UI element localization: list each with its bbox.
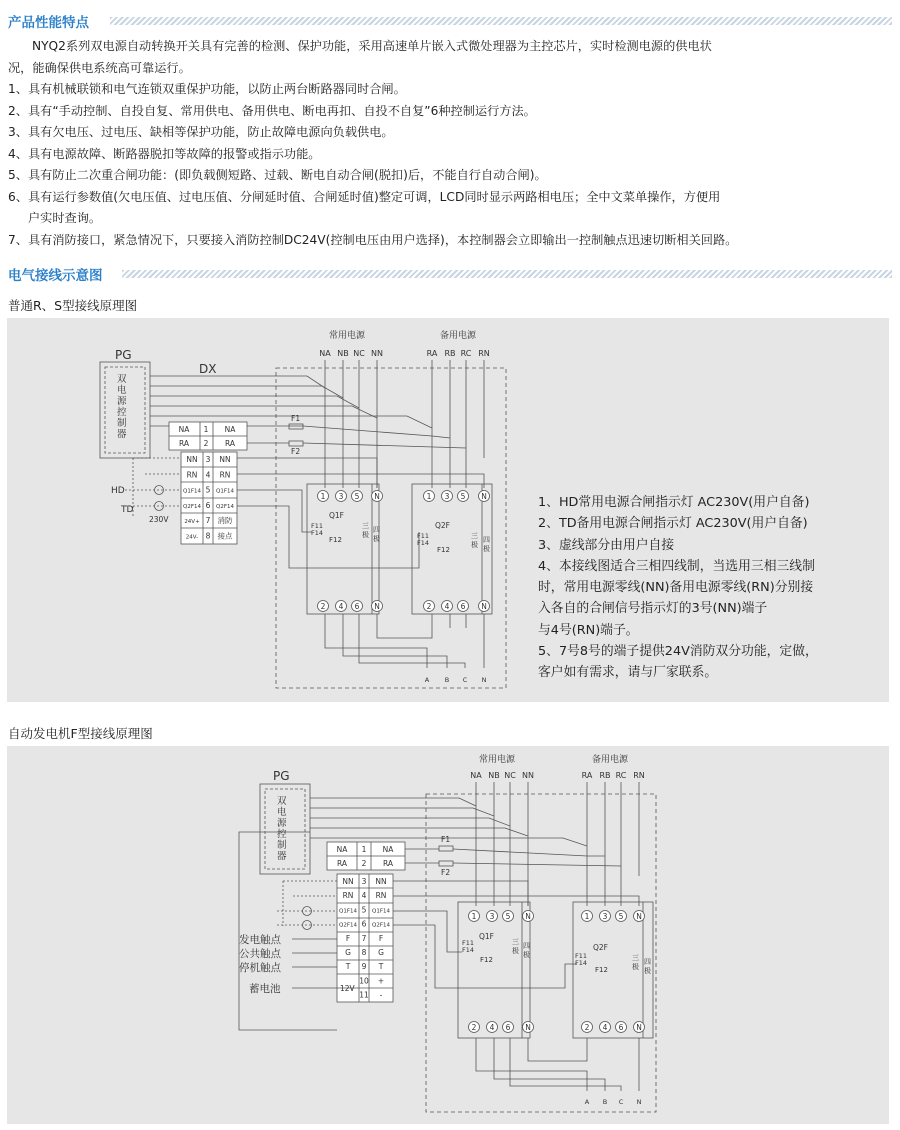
output-label: B [602,1098,608,1106]
diagram1-pole3: 三 [471,532,478,540]
terminal-right-label: F [378,933,384,943]
terminal-circle-label: N [374,491,380,501]
terminal-right-label: NA [224,425,236,434]
standby-phase-label: RB [444,349,456,358]
terminal-number: 7 [205,516,211,526]
section-divider [110,17,892,25]
terminal-circle-label: 5 [354,491,360,501]
label-stop-contact: 停机触点 [239,962,281,974]
feature-item: 2、具有“手动控制、自投自复、常用供电、备用供电、断电再扣、自投不自复”6种控制运行方法。 [8,103,536,118]
intro-line-2: 况，能确保供电系统高可靠运行。 [8,60,191,75]
terminal-left-label: NA [178,425,190,434]
diagram1-notes [538,492,818,684]
features-text [8,36,894,251]
terminal-left-label: Q2F14 [339,922,357,929]
terminal-circle-label: N [525,1022,531,1032]
note-item: 4、本接线图适合三相四线制，当选用三相三线制 [538,558,815,574]
terminal-number: 8 [205,531,211,541]
diagram2-f11-label: F11 [575,952,588,960]
terminal-left-label: Q2F14 [183,503,201,510]
diagram1-f11-label: F11 [417,532,430,540]
terminal-circle-label: N [636,911,642,921]
diagram1-breaker-q2f: Q2F [435,521,450,530]
terminal-circle-label: N [374,601,380,611]
diagram2-fuse-f2: F2 [441,868,451,877]
section-divider [122,270,892,278]
diagram2-svg [7,746,889,1124]
standby-phase-label: RA [426,349,438,358]
terminal-right-label: + [377,976,385,986]
terminal-left-label: RA [178,439,190,448]
terminal-circle-label: N [481,601,487,611]
note-item: 与4号(RN)端子。 [538,622,639,638]
standby-phase-label: RC [615,771,627,780]
diagram1-voltage-label: 230V [149,515,169,524]
terminal-circle-label: 3 [338,491,344,501]
diagram1-f12-label: F12 [437,546,450,554]
diagram1-td-label: TD [121,505,134,515]
terminal-circle-label: N [636,1022,642,1032]
note-item: 客户如有需求，请与厂家联系。 [538,665,718,681]
terminal-number: 2 [361,859,367,868]
note-item: 5、7号8号的端子提供24V消防双分功能，定做， [538,644,818,660]
diagram2-pole3: 极 [512,947,519,955]
terminal-right-label: T [378,962,384,972]
diagram2-pole4: 四 [644,958,651,966]
terminal-right-label: 消防 [217,516,233,526]
standby-phase-label: RB [599,771,611,780]
battery-voltage: 12V [340,984,355,993]
terminal-number: 1 [203,425,209,434]
diagram2-pole4: 四 [523,942,530,950]
diagram1-f14-label: F14 [311,529,324,537]
terminal-number: 10 [359,976,369,986]
terminal-right-label: Q2F14 [216,503,234,510]
terminal-right-label: RA [382,859,394,868]
diagram2-pole3: 三 [632,954,639,962]
terminal-circle-label: 1 [471,911,477,921]
terminal-circle-label: N [481,491,487,501]
terminal-right-label: NN [219,455,231,464]
diagram1-pole3: 三 [362,522,369,530]
terminal-right-label: RN [375,891,387,901]
terminal-number: 5 [205,485,211,495]
controller-char: 制 [117,418,127,429]
terminal-number: 2 [203,439,209,448]
diagram2-breaker-q2f: Q2F [593,943,608,952]
diagram2-f12-label: F12 [480,956,493,964]
note-item: 入各自的合闸信号指示灯的3号(NN)端子 [538,601,768,617]
terminal-number: 5 [361,905,367,915]
terminal-number: 3 [361,877,367,886]
diagram1-fuse-f1: F1 [291,414,301,423]
terminal-left-label: 24V+ [184,519,200,526]
terminal-circle-label: 4 [338,601,344,611]
terminal-circle-label: 5 [460,491,466,501]
controller-char: 双 [117,374,127,385]
label-gen-contact: 发电触点 [239,934,281,946]
standby-phase-label: RA [581,771,593,780]
feature-item: 7、具有消防接口，紧急情况下，只要接入消防控制DC24V(控制电压由用户选择)，本控制器会立即输出一控制触点迅速切断相关回路。 [8,232,738,247]
output-label: A [584,1098,590,1106]
intro-line-1: NYQ2系列双电源自动转换开关具有完善的检测、保护功能，采用高速单片嵌入式微处理器为主控芯片，实时检测电源的供电状 [32,39,712,53]
section-header-wiring [8,263,103,285]
note-item: 2、TD备用电源合闸指示灯 AC230V(用户自备) [538,516,808,532]
controller-char: 源 [277,818,287,829]
diagram2-f11-label: F11 [462,939,475,947]
terminal-circle-label: 3 [444,491,450,501]
terminal-circle-label: 5 [505,911,511,921]
feature-item: 3、具有欠电压、过电压、缺相等保护功能，防止故障电源向负载供电。 [8,125,394,139]
terminal-circle-label: N [525,911,531,921]
terminal-number: 6 [205,500,211,510]
output-label: C [462,676,468,684]
terminal-circle-label: 6 [618,1022,624,1032]
terminal-circle-label: 3 [602,911,608,921]
output-label: A [424,676,430,684]
terminal-circle-label: 5 [618,911,624,921]
common-phase-label: NB [337,349,349,358]
diagram1-fuse-f2: F2 [291,447,301,456]
standby-phase-label: RN [633,771,645,780]
diagram1-caption: 普通R、S型接线原理图 [8,298,138,313]
terminal-left-label: Q1F14 [339,908,357,915]
diagram2-f12-label: F12 [595,966,608,974]
diagram1-standby-source-label: 备用电源 [440,331,477,341]
note-item: 时，常用电源零线(NN)备用电源零线(RN)分别接 [538,580,814,596]
controller-char: 制 [277,840,287,851]
terminal-circle-label: 6 [354,601,360,611]
terminal-number: 4 [205,470,211,480]
controller-char: 双 [277,796,287,807]
terminal-left-label: T [345,962,351,972]
standby-phase-label: RC [460,349,472,358]
terminal-right-label: G [378,948,384,957]
terminal-circle-label: 1 [426,491,432,501]
terminal-circle-label: 1 [584,911,590,921]
terminal-number: 9 [361,962,367,972]
controller-char: 控 [117,407,127,418]
controller-char: 源 [117,396,127,407]
terminal-circle-label: 2 [471,1022,477,1032]
controller-char: 器 [277,851,287,862]
terminal-right-label: 接点 [217,531,233,541]
feature-item: 5、具有防止二次重合闸功能：(即负载侧短路、过载、断电自动合闸(脱扣)后，不能自行自动合闸)。 [8,168,547,182]
diagram1-f11-label: F11 [311,522,324,530]
terminal-left-label: 24V- [185,534,199,541]
diagram1-pole4: 极 [373,535,380,543]
feature-item-continued: 户实时查询。 [28,211,102,225]
controller-char: 控 [277,829,287,840]
terminal-number: 8 [361,948,367,957]
terminal-left-label: NN [186,455,198,464]
feature-item: 6、具有运行参数值(欠电压值、过电压值、分闸延时值、合闸延时值)整定可调，LCD同时显示两路相电压；全中文菜单操作，方便用 [8,189,721,204]
terminal-right-label: NN [375,877,387,886]
terminal-left-label: RN [342,891,354,901]
terminal-number: 6 [361,919,367,929]
terminal-left-label: NA [336,845,348,854]
diagram2-pole4: 极 [523,951,530,959]
terminal-number: 1 [361,845,367,854]
terminal-circle-label: 2 [426,601,432,611]
common-phase-label: NC [504,771,516,780]
diagram1-dx-label: DX [199,362,217,376]
diagram2-standby-source-label: 备用电源 [592,755,629,765]
common-phase-label: NC [353,349,365,358]
standby-phase-label: RN [478,349,490,358]
diagram1-pole4: 四 [373,526,380,534]
output-label: B [444,676,450,684]
diagram1-pole4: 四 [483,536,490,544]
note-item: 1、HD常用电源合闸指示灯 AC230V(用户自备) [538,495,810,510]
diagram2-panel [7,746,889,1124]
terminal-right-label: NA [382,845,394,854]
diagram1-f14-label: F14 [417,539,430,547]
terminal-right-label: RN [219,470,231,480]
terminal-right-label: Q1F14 [216,488,234,495]
terminal-circle-label: 6 [460,601,466,611]
terminal-left-label: NN [342,877,354,886]
terminal-circle-label: 6 [505,1022,511,1032]
diagram2-fuse-f1: F1 [441,835,451,844]
diagram2-pg-label: PG [273,769,290,783]
diagram2-pole4: 极 [644,967,651,975]
terminal-number: 7 [361,933,367,943]
feature-item: 4、具有电源故障、断路器脱扣等故障的报警或指示功能。 [8,146,321,161]
output-label: C [618,1098,624,1106]
section-title-wiring: 电气接线示意图 [8,268,103,284]
diagram1-generated-marks [117,349,490,684]
controller-char: 电 [117,385,127,396]
controller-char: 电 [277,807,287,818]
terminal-left-label: G [345,948,351,957]
section-title-features: 产品性能特点 [8,15,89,31]
terminal-left-label: RA [336,859,348,868]
terminal-right-label: RA [224,439,236,448]
terminal-left-label: Q1F14 [183,488,201,495]
feature-item: 1、具有机械联锁和电气连锁双重保护功能，以防止两台断路器同时合闸。 [8,82,406,96]
terminal-circle-label: 3 [489,911,495,921]
terminal-right-label: Q2F14 [372,922,390,929]
diagram1-common-source-label: 常用电源 [329,331,366,341]
diagram2-caption: 自动发电机F型接线原理图 [8,726,153,741]
terminal-circle-label: 2 [320,601,326,611]
terminal-circle-label: 4 [444,601,450,611]
common-phase-label: NA [470,771,482,780]
terminal-circle-label: 1 [320,491,326,501]
diagram1-pg-label: PG [115,348,132,362]
output-label: N [636,1098,642,1106]
diagram2-f14-label: F14 [575,959,588,967]
diagram2-f14-label: F14 [462,946,475,954]
terminal-circle-label: 2 [584,1022,590,1032]
diagram2-breaker-q1f: Q1F [479,932,494,941]
diagram1-pole4: 极 [483,545,490,553]
diagram2-pole3: 三 [512,938,519,946]
terminal-number: 11 [359,990,369,1000]
note-item: 3、虚线部分由用户自接 [538,537,675,553]
diagram2-pole3: 极 [632,963,639,971]
output-label: N [481,676,487,684]
common-phase-label: NN [522,771,534,780]
terminal-number: 4 [361,891,367,901]
terminal-circle-label: 4 [489,1022,495,1032]
terminal-left-label: F [345,933,351,943]
section-header-features [8,10,89,32]
diagram1-f12-label: F12 [329,536,342,544]
terminal-right-label: Q1F14 [372,908,390,915]
common-phase-label: NB [488,771,500,780]
label-common-contact: 公共触点 [239,948,281,960]
diagram2-generated-marks [277,771,645,1106]
common-phase-label: NN [371,349,383,358]
controller-char: 器 [117,429,127,440]
terminal-circle-label: 4 [602,1022,608,1032]
terminal-right-label: - [379,990,383,1000]
terminal-number: 3 [205,455,211,464]
label-battery: 蓄电池 [249,983,281,995]
terminal-left-label: RN [186,470,198,480]
diagram1-pole3: 极 [471,541,478,549]
diagram1-breaker-q1f: Q1F [329,511,344,520]
diagram1-hd-label: HD [111,486,125,496]
diagram2-common-source-label: 常用电源 [479,755,516,765]
diagram1-pole3: 极 [362,531,369,539]
common-phase-label: NA [319,349,331,358]
